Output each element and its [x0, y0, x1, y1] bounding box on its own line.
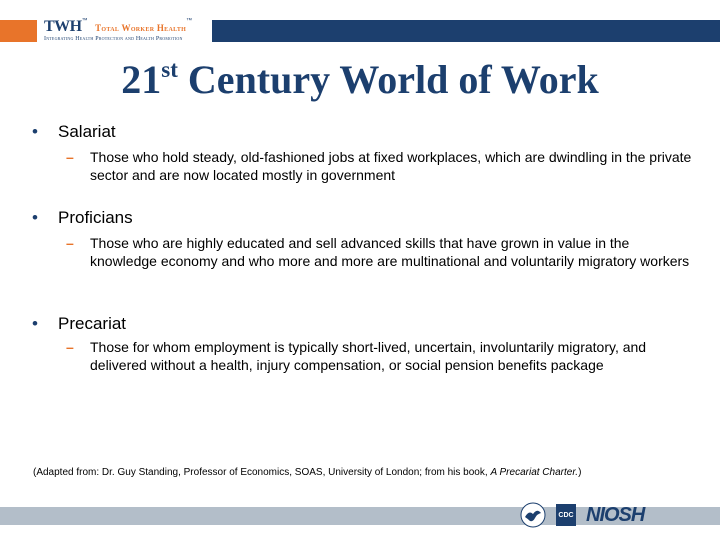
title-prefix: 21 — [121, 57, 162, 102]
bullet-label: Proficians — [58, 208, 133, 227]
bullet-icon: • — [32, 314, 38, 333]
twh-logo-mark: TWH — [44, 18, 82, 35]
twh-logo-tagline: Integrating Health Protection and Health Promotion — [44, 36, 183, 42]
twh-logo-name: Total Worker Health — [95, 23, 187, 33]
niosh-logo — [586, 504, 644, 527]
title-rest: Century World of Work — [177, 57, 599, 102]
cdc-logo — [556, 504, 576, 526]
dash-icon: – — [66, 149, 74, 165]
niosh-logo-label: NIOSH — [586, 503, 645, 526]
bullet-label: Precariat — [58, 314, 127, 333]
footnote — [33, 467, 581, 478]
cdc-logo-label: CDC — [558, 511, 574, 519]
dash-icon: – — [66, 339, 74, 355]
dash-icon: – — [66, 235, 74, 251]
header-orange-block — [0, 20, 37, 42]
twh-logo-tm: ™ — [81, 18, 88, 24]
header-navy-block — [212, 20, 720, 42]
title-superscript: st — [161, 57, 178, 82]
twh-logo-name-tm: ™ — [186, 18, 193, 24]
footnote-suffix: ) — [578, 467, 582, 478]
bullet-label: Salariat — [58, 122, 116, 141]
sub-bullet-text: Those for whom employment is typically short-lived, uncertain, involuntarily migratory, and delivered without a health, injury compensation, or social pension benefits package — [90, 339, 647, 373]
twh-logo — [44, 18, 192, 36]
sub-bullet-salariat — [66, 148, 696, 184]
sub-bullet-precariat — [66, 338, 696, 374]
slide-title — [0, 56, 720, 103]
footnote-book-title: A Precariat Charter. — [490, 467, 579, 478]
hhs-eagle-icon — [520, 502, 546, 528]
footer-logos — [520, 500, 644, 530]
bullet-icon: • — [32, 122, 38, 141]
bullet-icon: • — [32, 208, 38, 227]
sub-bullet-proficians — [66, 234, 696, 270]
sub-bullet-text: Those who are highly educated and sell advanced skills that have grown in value in the knowledge economy and who more and more are multinational and voluntarily migratory workers — [90, 235, 690, 269]
footnote-prefix: (Adapted from: Dr. Guy Standing, Professor of Economics, SOAS, University of London; from his book, — [33, 467, 491, 478]
sub-bullet-text: Those who hold steady, old-fashioned jobs at fixed workplaces, which are dwindling in the private sector and are now located mostly in government — [90, 149, 692, 183]
